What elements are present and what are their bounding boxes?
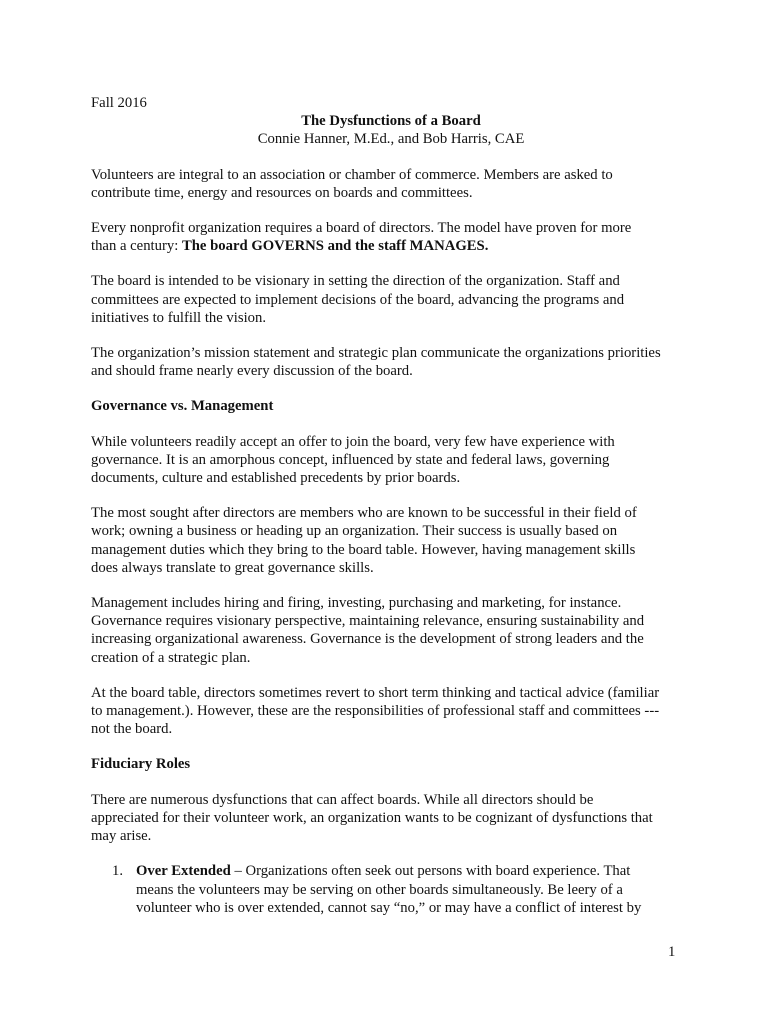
- list-item-number: 1.: [112, 863, 124, 880]
- paragraph-governance-experience: [91, 433, 691, 488]
- dysfunctions-list: [91, 862, 691, 917]
- paragraph-directors: [91, 504, 691, 577]
- text-line: initiatives to fulfill the vision.: [91, 309, 267, 326]
- text-line: does always translate to great governance skills.: [91, 559, 374, 576]
- text-line: volunteer who is over extended, cannot say “no,” or may have a conflict of interest by: [136, 899, 642, 916]
- text-line: appreciated for their volunteer work, an organization wants to be cognizant of dysfunctions that: [91, 809, 653, 826]
- text-line: to management.). However, these are the responsibilities of professional staff and committees ---: [91, 703, 660, 720]
- text-line: The organization’s mission statement and strategic plan communicate the organizations priorities: [91, 345, 661, 362]
- text-line: Volunteers are integral to an association or chamber of commerce. Members are asked to: [91, 166, 613, 183]
- text-line: Every nonprofit organization requires a board of directors. The model have proven for more: [91, 220, 632, 237]
- paragraph-model: [91, 219, 691, 255]
- text-line: means the volunteers may be serving on other boards simultaneously. Be leery of a: [136, 881, 623, 898]
- document-title: The Dysfunctions of a Board: [301, 113, 481, 130]
- text-line: [136, 862, 691, 880]
- paragraph-dysfunctions: [91, 791, 691, 846]
- document-body: [91, 94, 691, 917]
- document-authors: Connie Hanner, M.Ed., and Bob Harris, CAE: [257, 131, 525, 148]
- text-line: The most sought after directors are members who are known to be successful in their field of: [91, 505, 637, 522]
- text-line: documents, culture and established precedents by prior boards.: [91, 470, 461, 487]
- text-line: governance. It is an amorphous concept, influenced by state and federal laws, governing: [91, 451, 610, 468]
- paragraph-board-table: [91, 684, 691, 739]
- document-date: Fall 2016: [91, 95, 147, 111]
- text-line: creation of a strategic plan.: [91, 649, 251, 666]
- text-line: committees are expected to implement decisions of the board, advancing the programs and: [91, 291, 625, 308]
- paragraph-mission: [91, 344, 691, 380]
- text-line: may arise.: [91, 828, 152, 845]
- text-line: contribute time, energy and resources on boards and committees.: [91, 184, 473, 201]
- paragraph-visionary: [91, 272, 691, 327]
- paragraph-intro: [91, 166, 691, 202]
- list-item: [91, 862, 691, 917]
- governs-manages-emphasis: The board GOVERNS and the staff MANAGES.: [181, 238, 489, 255]
- text-line: management duties which they bring to the board table. However, having management skills: [91, 541, 636, 558]
- list-item-text: – Organizations often seek out persons with board experience. That: [230, 863, 631, 880]
- section-heading-fiduciary: Fiduciary Roles: [91, 756, 191, 773]
- text-line: There are numerous dysfunctions that can affect boards. While all directors should be: [91, 791, 594, 808]
- text-line: work; owning a business or heading up an organization. Their success is usually based on: [91, 523, 618, 540]
- list-item-term: Over Extended: [136, 863, 231, 880]
- text-line: While volunteers readily accept an offer to join the board, very few have experience with: [91, 433, 615, 450]
- paragraph-management-vs-governance: [91, 594, 691, 667]
- page-number: 1: [668, 944, 676, 960]
- text-line: Management includes hiring and firing, investing, purchasing and marketing, for instance.: [91, 595, 622, 612]
- text-line: [91, 237, 691, 255]
- text-line: and should frame nearly every discussion of the board.: [91, 363, 413, 380]
- text-line: At the board table, directors sometimes revert to short term thinking and tactical advice (familiar: [91, 684, 660, 701]
- text-plain: than a century:: [91, 238, 182, 255]
- text-line: The board is intended to be visionary in setting the direction of the organization. Staff and: [91, 273, 620, 290]
- text-line: increasing organizational awareness. Governance is the development of strong leaders and the: [91, 631, 644, 648]
- text-line: not the board.: [91, 721, 173, 738]
- text-line: Governance requires visionary perspective, maintaining relevance, ensuring sustainability and: [91, 613, 645, 630]
- section-heading-governance: Governance vs. Management: [91, 398, 274, 415]
